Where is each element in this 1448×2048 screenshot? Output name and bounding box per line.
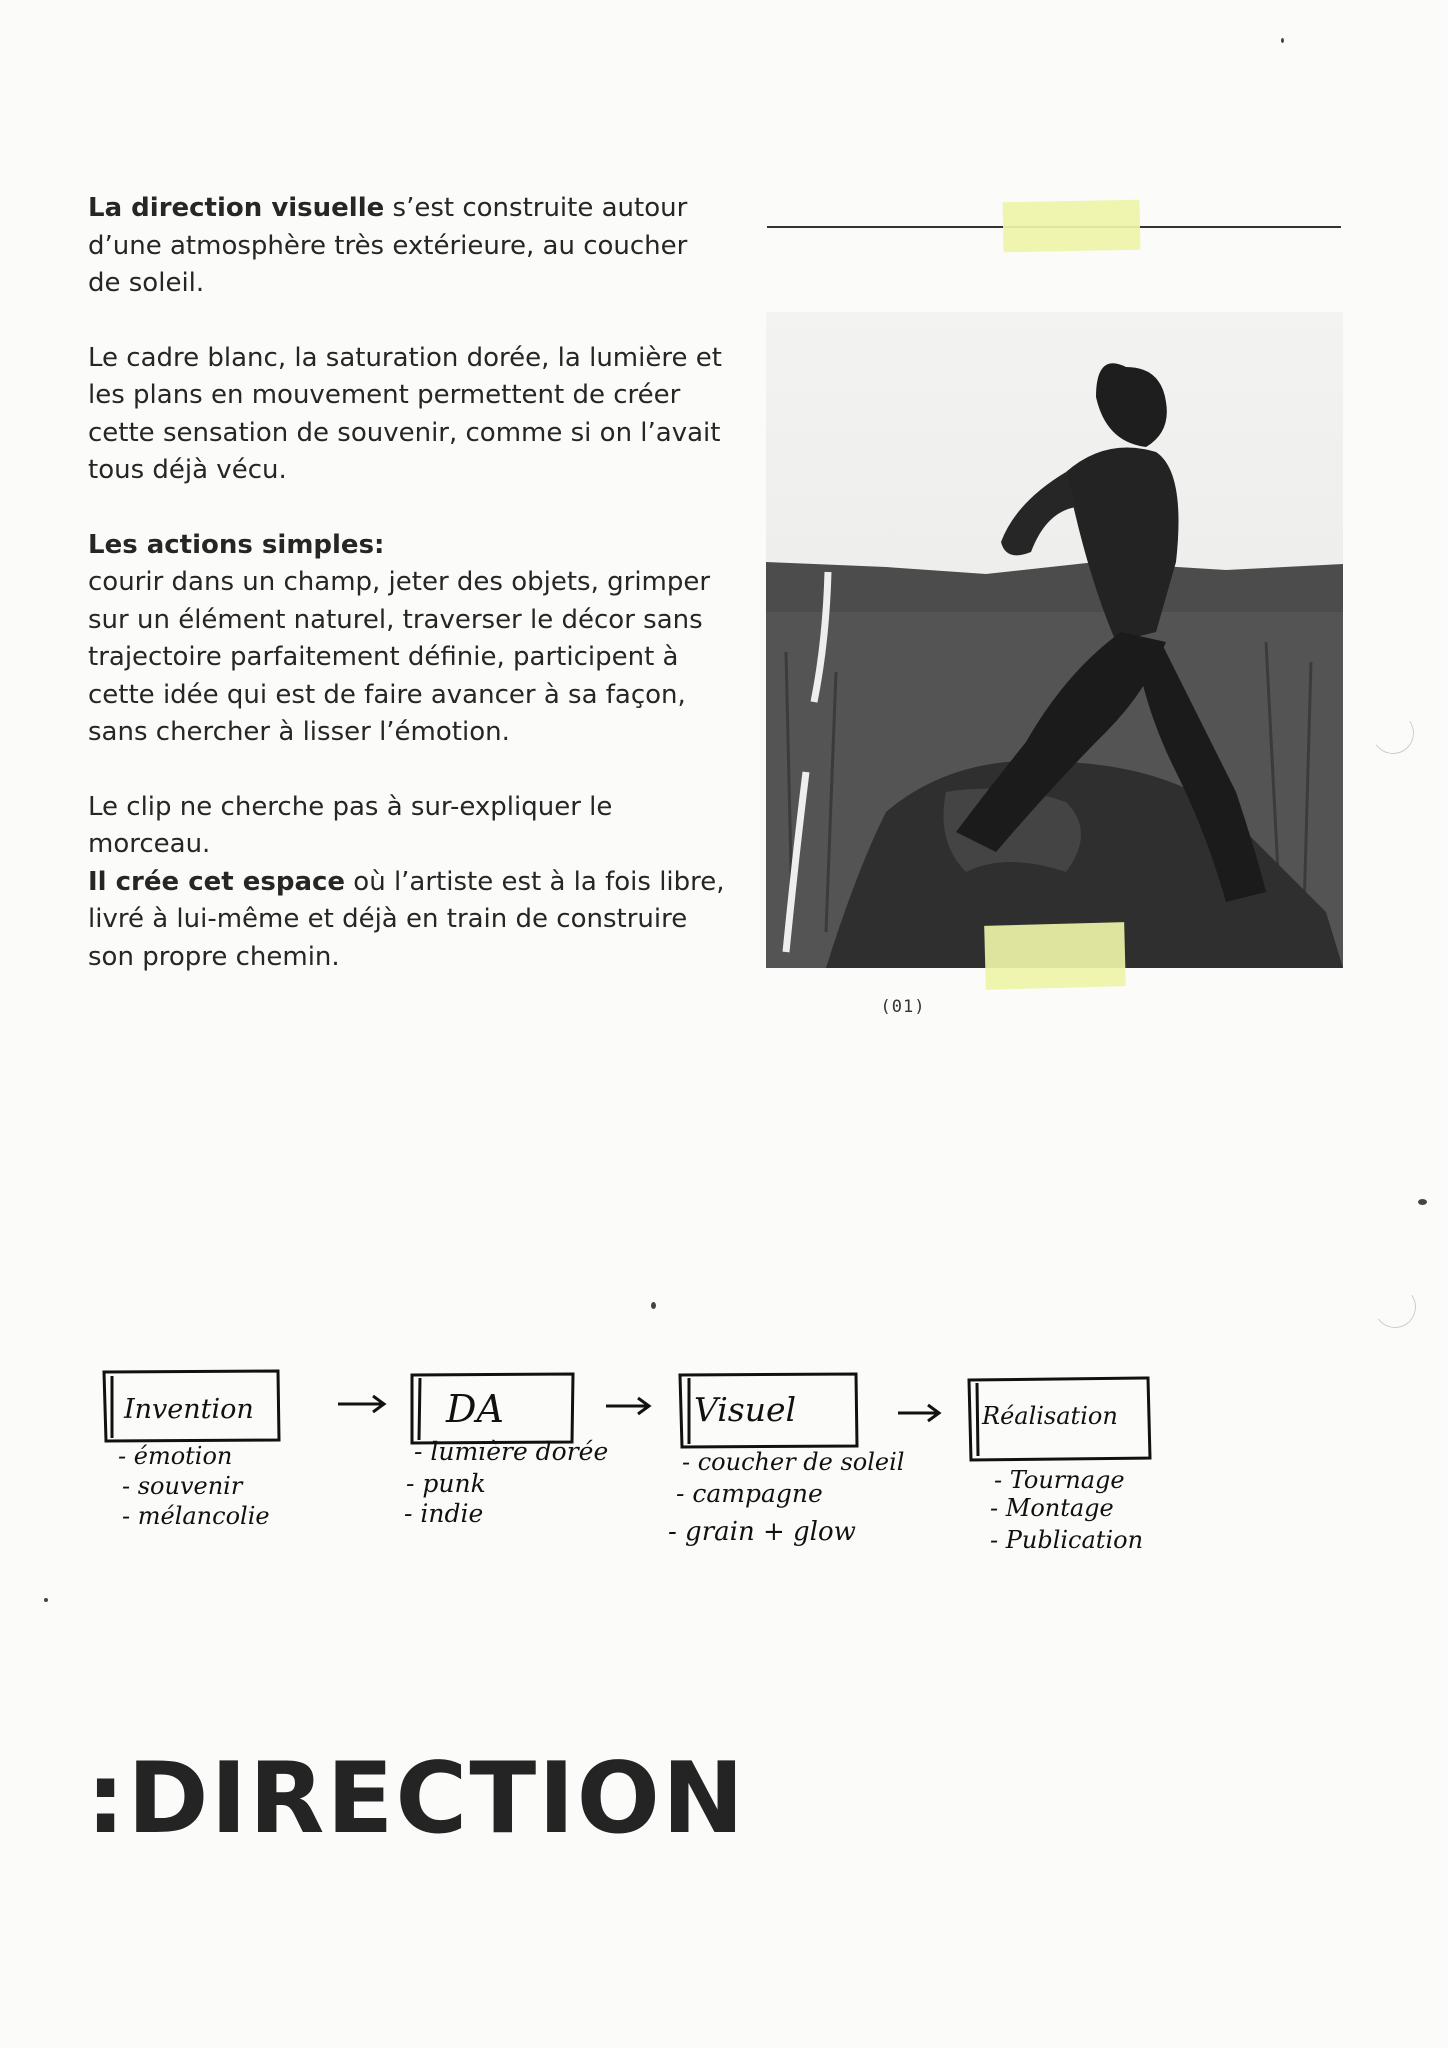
label-visuel: Visuel xyxy=(694,1390,797,1429)
photo-caption: (01) xyxy=(880,997,926,1017)
list-item: - Publication xyxy=(990,1526,1144,1554)
paragraph-text: s’est construite autour d’une atmosphère très extérieure, au coucher de soleil. xyxy=(88,193,688,298)
list-item: - punk xyxy=(406,1469,486,1498)
paragraph-bold: Il crée cet espace xyxy=(88,866,346,897)
list-item: - indie xyxy=(404,1499,484,1528)
tape-bottom xyxy=(984,922,1126,990)
list-item: - émotion xyxy=(118,1442,233,1470)
box-realisation xyxy=(969,1378,1150,1460)
paragraph-direction-visuelle xyxy=(88,190,728,303)
label-realisation: Réalisation xyxy=(982,1402,1118,1430)
paragraph-lead-bold: La direction visuelle xyxy=(88,193,385,223)
punch-hole-mark xyxy=(1371,1283,1420,1332)
arrows xyxy=(338,1396,939,1421)
tape-top xyxy=(1003,200,1141,252)
list-item: - grain + glow xyxy=(668,1517,856,1547)
paragraph-text: courir dans un champ, jeter des objets, grimper sur un élément naturel, traverser le décor sans trajectoire parfaitement définie, participent à cette idée qui est de faire avancer à sa façon, sans chercher à lisser l’émotion. xyxy=(88,567,711,747)
paragraph-text: Le clip ne cherche pas à sur-expliquer le morceau. xyxy=(88,791,613,859)
page-title: :DIRECTION xyxy=(86,1742,746,1856)
scan-speck xyxy=(44,1598,48,1602)
box-visuel xyxy=(680,1374,857,1447)
list-item: - Tournage xyxy=(994,1466,1125,1494)
scan-speck xyxy=(1281,38,1284,43)
paragraph-text: où l’artiste est à la fois libre, livré à lui-même et déjà en train de construire son propre chemin. xyxy=(88,866,725,972)
photo-artist-climbing xyxy=(766,312,1343,968)
list-item: - Montage xyxy=(990,1494,1114,1522)
box-invention xyxy=(104,1371,279,1441)
scan-speck xyxy=(651,1302,656,1309)
list-item: - coucher de soleil xyxy=(682,1448,905,1476)
paragraph-cadre: Le cadre blanc, la saturation dorée, la lumière et les plans en mouvement permettent de créer cette sensation de souvenir, comme si on l’avait tous déjà vécu. xyxy=(88,342,722,485)
label-invention: Invention xyxy=(124,1394,254,1425)
body-text xyxy=(88,190,728,1013)
paragraph-clip xyxy=(88,789,728,977)
punch-hole-mark xyxy=(1369,709,1418,758)
paragraph-actions xyxy=(88,527,728,752)
box-da xyxy=(412,1374,573,1443)
list-item: - lumière dorée xyxy=(414,1437,609,1466)
paragraph-heading-bold: Les actions simples: xyxy=(88,529,385,560)
label-da: DA xyxy=(446,1387,504,1431)
list-item: - mélancolie xyxy=(122,1502,270,1530)
scan-speck xyxy=(1418,1199,1427,1205)
list-item: - campagne xyxy=(676,1479,823,1508)
photo-image xyxy=(766,312,1343,968)
list-item: - souvenir xyxy=(122,1472,243,1500)
